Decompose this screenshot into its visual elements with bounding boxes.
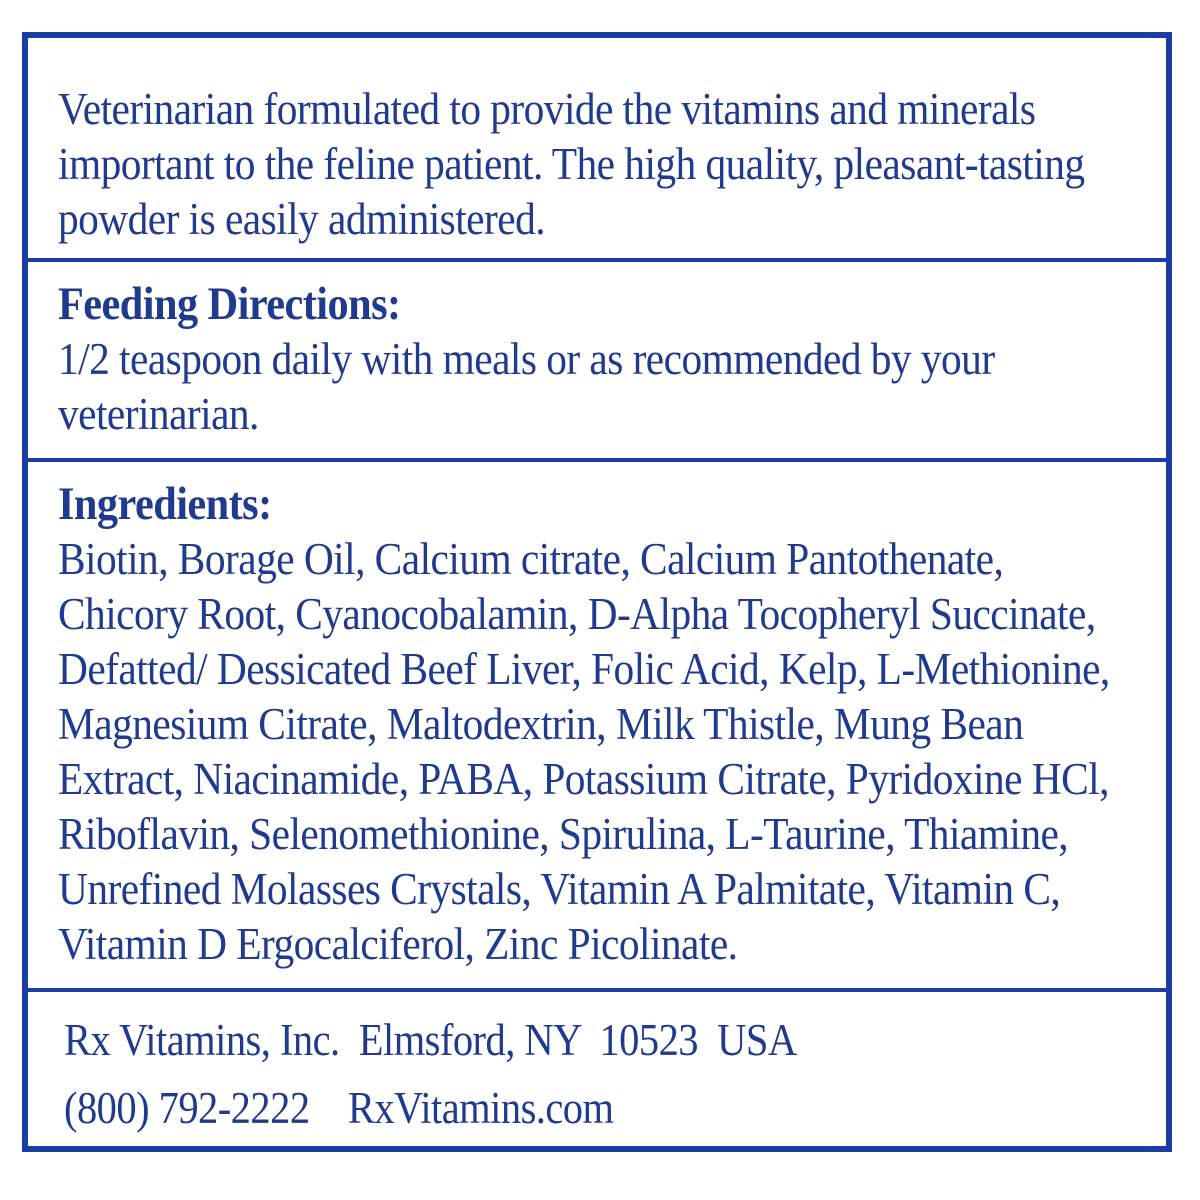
feeding-directions-text: 1/2 teaspoon daily with meals or as recommended by your veterinarian. (58, 334, 995, 439)
intro-text: Veterinarian formulated to provide the vitamins and minerals important to the feline patient. The high quality, pleasant-tasting powder is easily administered. (58, 84, 1085, 244)
label-frame (22, 32, 1172, 1152)
ingredients-section (28, 462, 1166, 992)
company-contact: (800) 792-2222 RxVitamins.com (64, 1083, 614, 1133)
intro-section (28, 38, 1166, 262)
ingredients-list: Biotin, Borage Oil, Calcium citrate, Calcium Pantothenate, Chicory Root, Cyanocobalamin, D-Alpha Tocopheryl Succinate, Defatted/ Dessicated Beef Liver, Folic Acid, Kelp, L-Methionine, Magnesium Citrate, Maltodextrin, Milk Thistle, Mung Bean Extract, Niacinamide, PABA, Potassium Citrate, Pyridoxine HCl, Riboflavin, Selenomethionine, Spirulina, L-Taurine, Thiamine, Unrefined Molasses Crystals, Vitamin A Palmitate, Vitamin C, Vitamin D Ergocalciferol, Zinc Picolinate. (58, 534, 1110, 969)
feeding-directions-section (28, 262, 1166, 462)
feeding-directions-heading: Feeding Directions: (58, 278, 401, 330)
ingredients-heading: Ingredients: (58, 478, 272, 530)
company-section (28, 992, 1166, 1146)
company-address: Rx Vitamins, Inc. Elmsford, NY 10523 USA (64, 1015, 797, 1065)
